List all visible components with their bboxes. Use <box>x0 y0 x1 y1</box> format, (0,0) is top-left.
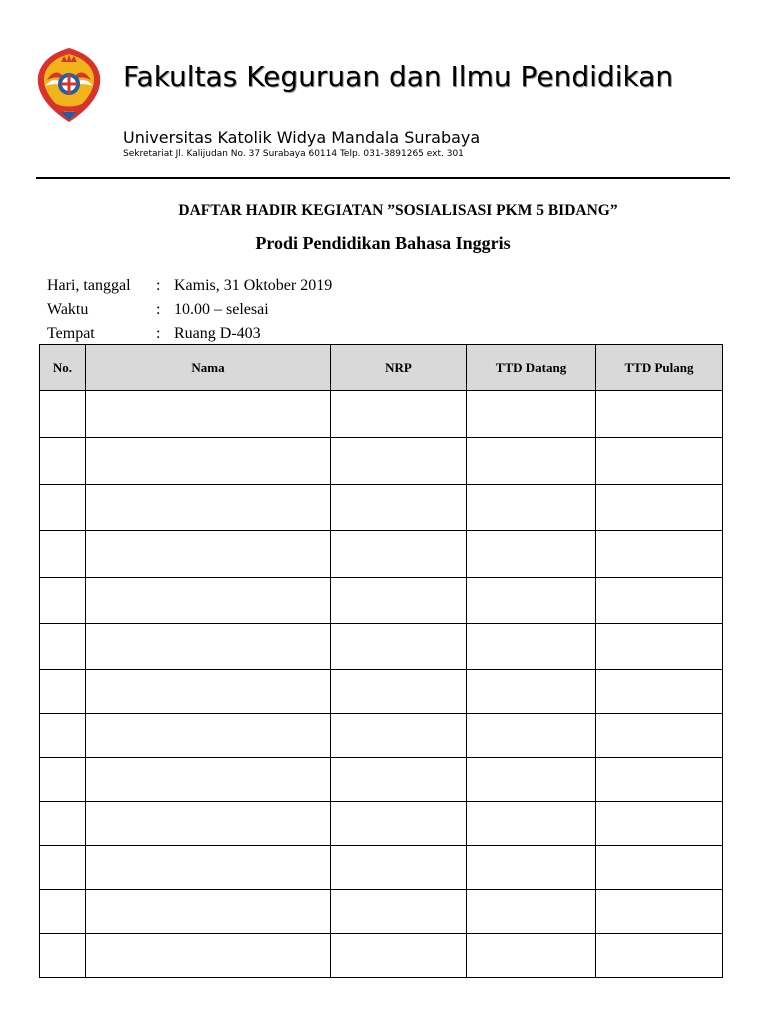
no-cell <box>40 714 86 758</box>
column-header-ttd-datang: TTD Datang <box>467 345 596 391</box>
nrp-cell <box>331 578 467 624</box>
table-row <box>40 391 723 438</box>
university-logo <box>35 46 103 124</box>
no-cell <box>40 578 86 624</box>
nrp-cell <box>331 531 467 578</box>
nama-cell <box>86 391 331 438</box>
nama-cell <box>86 578 331 624</box>
ttd-pulang-cell <box>596 624 723 670</box>
nrp-cell <box>331 391 467 438</box>
nama-cell <box>86 624 331 670</box>
ttd-pulang-cell <box>596 485 723 531</box>
info-value: Ruang D-403 <box>174 325 261 342</box>
nrp-cell <box>331 714 467 758</box>
no-cell <box>40 934 86 978</box>
nrp-cell <box>331 438 467 485</box>
table-row <box>40 758 723 802</box>
nama-cell <box>86 846 331 890</box>
ttd-datang-cell <box>467 670 596 714</box>
ttd-datang-cell <box>467 438 596 485</box>
nrp-cell <box>331 624 467 670</box>
column-header-ttd-pulang: TTD Pulang <box>596 345 723 391</box>
ttd-pulang-cell <box>596 578 723 624</box>
no-cell <box>40 531 86 578</box>
no-cell <box>40 670 86 714</box>
secretariat-address: Sekretariat Jl. Kalijudan No. 37 Surabaya 60114 Telp. 031-3891265 ext. 301 <box>123 149 464 159</box>
ttd-pulang-cell <box>596 802 723 846</box>
nama-cell <box>86 934 331 978</box>
table-row <box>40 802 723 846</box>
info-separator: : <box>156 325 161 342</box>
ttd-pulang-cell <box>596 890 723 934</box>
header-divider <box>36 177 730 179</box>
info-value: 10.00 – selesai <box>174 301 269 318</box>
column-header-no: No. <box>40 345 86 391</box>
no-cell <box>40 485 86 531</box>
table-row <box>40 890 723 934</box>
ttd-datang-cell <box>467 391 596 438</box>
table-row <box>40 846 723 890</box>
ttd-pulang-cell <box>596 531 723 578</box>
nama-cell <box>86 670 331 714</box>
ttd-pulang-cell <box>596 934 723 978</box>
no-cell <box>40 624 86 670</box>
table-header-row <box>40 345 723 391</box>
ttd-datang-cell <box>467 890 596 934</box>
ttd-datang-cell <box>467 758 596 802</box>
no-cell <box>40 846 86 890</box>
info-label: Hari, tanggal <box>47 277 131 294</box>
ttd-datang-cell <box>467 485 596 531</box>
ttd-datang-cell <box>467 624 596 670</box>
table-row <box>40 670 723 714</box>
nrp-cell <box>331 934 467 978</box>
table-row <box>40 714 723 758</box>
nrp-cell <box>331 846 467 890</box>
no-cell <box>40 391 86 438</box>
info-label: Tempat <box>47 325 95 342</box>
ttd-pulang-cell <box>596 714 723 758</box>
ttd-datang-cell <box>467 934 596 978</box>
nama-cell <box>86 438 331 485</box>
nrp-cell <box>331 758 467 802</box>
ttd-pulang-cell <box>596 438 723 485</box>
info-separator: : <box>156 301 161 318</box>
nrp-cell <box>331 890 467 934</box>
table-body <box>40 391 723 978</box>
ttd-datang-cell <box>467 714 596 758</box>
info-label: Waktu <box>47 301 89 318</box>
table-row <box>40 531 723 578</box>
info-value: Kamis, 31 Oktober 2019 <box>174 277 333 294</box>
nama-cell <box>86 758 331 802</box>
ttd-datang-cell <box>467 802 596 846</box>
ttd-pulang-cell <box>596 758 723 802</box>
no-cell <box>40 802 86 846</box>
column-header-nama: Nama <box>86 345 331 391</box>
nama-cell <box>86 802 331 846</box>
table-row <box>40 485 723 531</box>
ttd-pulang-cell <box>596 391 723 438</box>
no-cell <box>40 890 86 934</box>
table-row <box>40 438 723 485</box>
nrp-cell <box>331 485 467 531</box>
ttd-pulang-cell <box>596 846 723 890</box>
no-cell <box>40 758 86 802</box>
document-title: DAFTAR HADIR KEGIATAN ”SOSIALISASI PKM 5 BIDANG” <box>178 202 618 219</box>
ttd-datang-cell <box>467 846 596 890</box>
table-row <box>40 934 723 978</box>
info-separator: : <box>156 277 161 294</box>
nama-cell <box>86 714 331 758</box>
ttd-datang-cell <box>467 578 596 624</box>
ttd-pulang-cell <box>596 670 723 714</box>
no-cell <box>40 438 86 485</box>
nama-cell <box>86 485 331 531</box>
attendance-table <box>39 344 723 978</box>
column-header-nrp: NRP <box>331 345 467 391</box>
university-name: Universitas Katolik Widya Mandala Surabaya <box>123 128 481 147</box>
table-row <box>40 578 723 624</box>
document-subtitle: Prodi Pendidikan Bahasa Inggris <box>255 233 511 253</box>
nrp-cell <box>331 670 467 714</box>
nrp-cell <box>331 802 467 846</box>
ttd-datang-cell <box>467 531 596 578</box>
faculty-name: Fakultas Keguruan dan Ilmu Pendidikan <box>123 60 674 93</box>
table-row <box>40 624 723 670</box>
nama-cell <box>86 531 331 578</box>
nama-cell <box>86 890 331 934</box>
